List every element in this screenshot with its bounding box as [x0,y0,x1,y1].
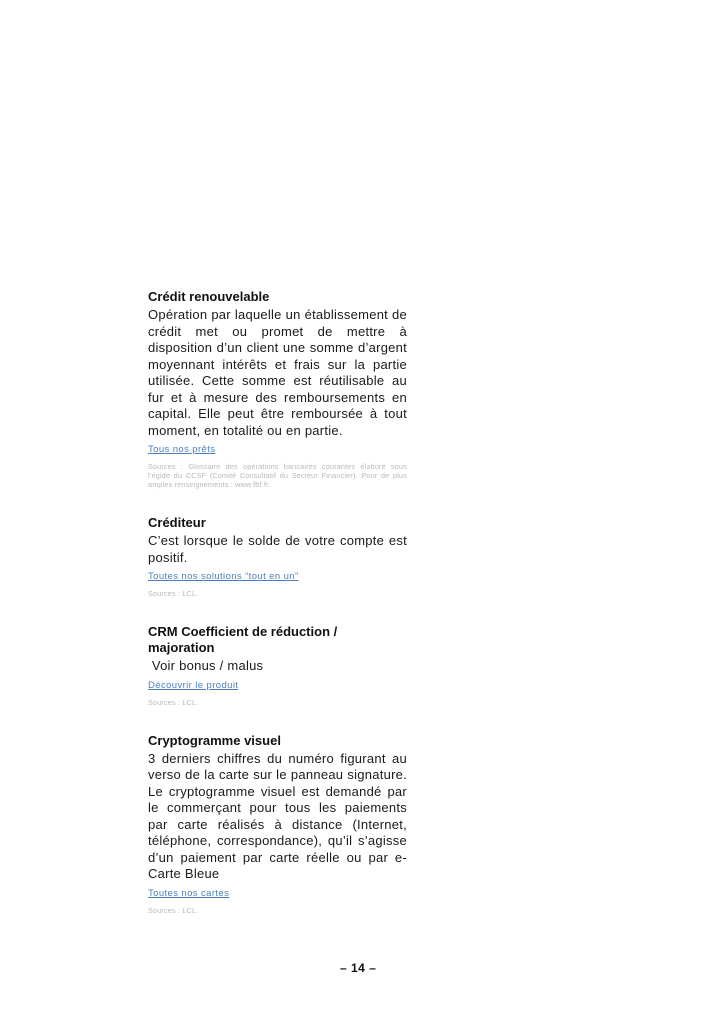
entry-definition: C’est lorsque le solde de votre compte est positif. [148,533,407,565]
entry-term: Cryptogramme visuel [148,732,281,748]
toutes-nos-solutions-link[interactable]: Toutes nos solutions “tout en un” [148,571,299,582]
entry-term: CRM Coefficient de réduction / majoration [148,624,338,655]
entry-source: Sources : LCL. [148,589,199,598]
entry-term: Créditeur [148,515,206,530]
entry-definition: Voir bonus / malus [148,658,264,673]
tous-nos-prets-link[interactable]: Tous nos prêts [148,444,216,455]
entry-term: Crédit renouvelable [148,289,270,304]
entry-source: Sources : LCL. [148,905,199,915]
glossary-column [148,289,407,915]
decouvrir-le-produit-link[interactable]: Découvrir le produit [148,679,239,691]
glossary-entry-crediteur [148,515,407,598]
page-number: – 14 – [340,961,377,975]
glossary-entry-crm [148,624,407,707]
toutes-nos-cartes-link[interactable]: Toutes nos cartes [148,887,230,899]
entry-definition: Opération par laquelle un établissement de crédit met ou promet de mettre à disposition d’un client une somme d’argent moyennant intérêts et frais sur la partie utilisée. Cette somme est réutilisable au fur et à mesure des remboursements en capital. Elle peut être remboursée à tout moment, en totalité ou en partie. [148,307,407,438]
glossary-entry-cryptogramme [148,733,407,915]
entry-source: Sources : LCL. [148,697,199,707]
entry-source: Sources : Glossaire des opérations bancaires courantes élaboré sous l’égide du CCSF (Comité Consultatif du Secteur Financier). Pour de plus amples renseignements : www.fbf.fr. [148,462,407,489]
glossary-entry-credit-renouvelable [148,289,407,489]
entry-definition: 3 derniers chiffres du numéro figurant au verso de la carte sur le panneau signature. Le cryptogramme visuel est demandé par le commerçant pour tous les paiements par carte réalisés à distance (Internet, téléphone, correspondance), qu’il s’agisse d’un paiement par carte réelle ou par e-Carte Bleue [148,750,407,881]
